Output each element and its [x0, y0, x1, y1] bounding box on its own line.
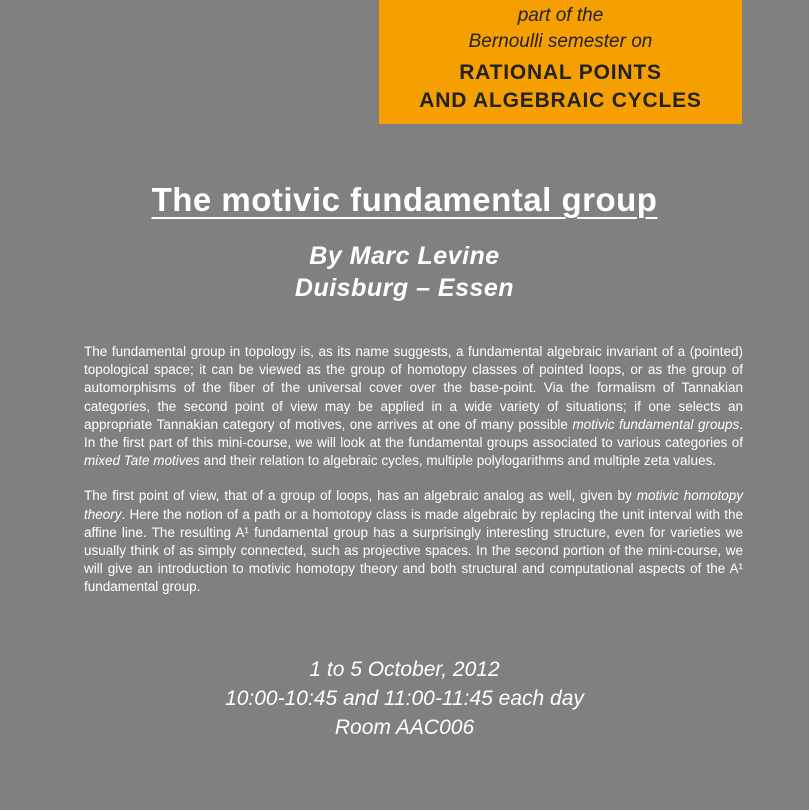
speaker-affiliation: Duisburg – Essen — [294, 274, 515, 302]
talk-title: The motivic fundamental group — [151, 181, 658, 218]
abstract-p1-text-c: and their relation to algebraic cycles, multiple polylogarithms and multiple zeta values. — [199, 453, 717, 469]
banner-topic-line2: AND ALGEBRAIC CYCLES — [419, 89, 702, 112]
abstract-p1-text-b: . In the first part of this mini-course, we will look at the fundamental groups associated to various categories of — [84, 416, 743, 451]
schedule-times: 10:00-10:45 and 11:00-11:45 each day — [225, 687, 584, 710]
speaker-block — [0, 240, 809, 304]
abstract-p2-emphasis-1: motivic homotopy theory — [84, 488, 743, 522]
schedule-block — [0, 655, 809, 742]
abstract-p2-text-b: . Here the notion of a path or a homotopy class is made algebraic by replacing the unit interval with the affine line. The resulting A¹ fundamental group has a surprisingly interesting structure, even for varieties we usually think of as simply connected, such as projective spaces. In the second portion of the mini-course, we will give an introduction to motivic homotopy theory and both structural and computational aspects of the A¹ fundamental group. — [84, 506, 743, 595]
abstract-p2-text-a: The first point of view, that of a group of loops, has an algebraic analog as well, given by — [84, 488, 637, 504]
semester-banner — [379, 0, 742, 124]
abstract-paragraph-1 — [84, 343, 743, 470]
abstract — [84, 343, 743, 597]
abstract-p1-emphasis-2: mixed Tate motives — [84, 453, 200, 469]
banner-line-part-of: part of the — [517, 5, 604, 26]
schedule-dates: 1 to 5 October, 2012 — [309, 658, 500, 681]
abstract-paragraph-2 — [84, 487, 743, 596]
speaker-name: By Marc Levine — [309, 242, 500, 270]
schedule-room: Room AAC006 — [334, 716, 475, 739]
abstract-p1-emphasis-1: motivic fundamental groups — [572, 416, 740, 432]
banner-topic-line1: RATIONAL POINTS — [459, 61, 662, 84]
banner-line-semester: Bernoulli semester on — [468, 31, 653, 52]
abstract-p1-text-a: The fundamental group in topology is, as its name suggests, a fundamental algebraic invariant of a (pointed) topological space; it can be viewed as the group of homotopy classes of pointed loops, or as the group of automorphisms of the fiber of the universal cover over the base-point. Via the formalism of Tannakian categories, the second point of view may be applied in a wide variety of situations; if one selects an appropriate Tannakian category of motives, one arrives at one of many possible — [84, 344, 743, 432]
